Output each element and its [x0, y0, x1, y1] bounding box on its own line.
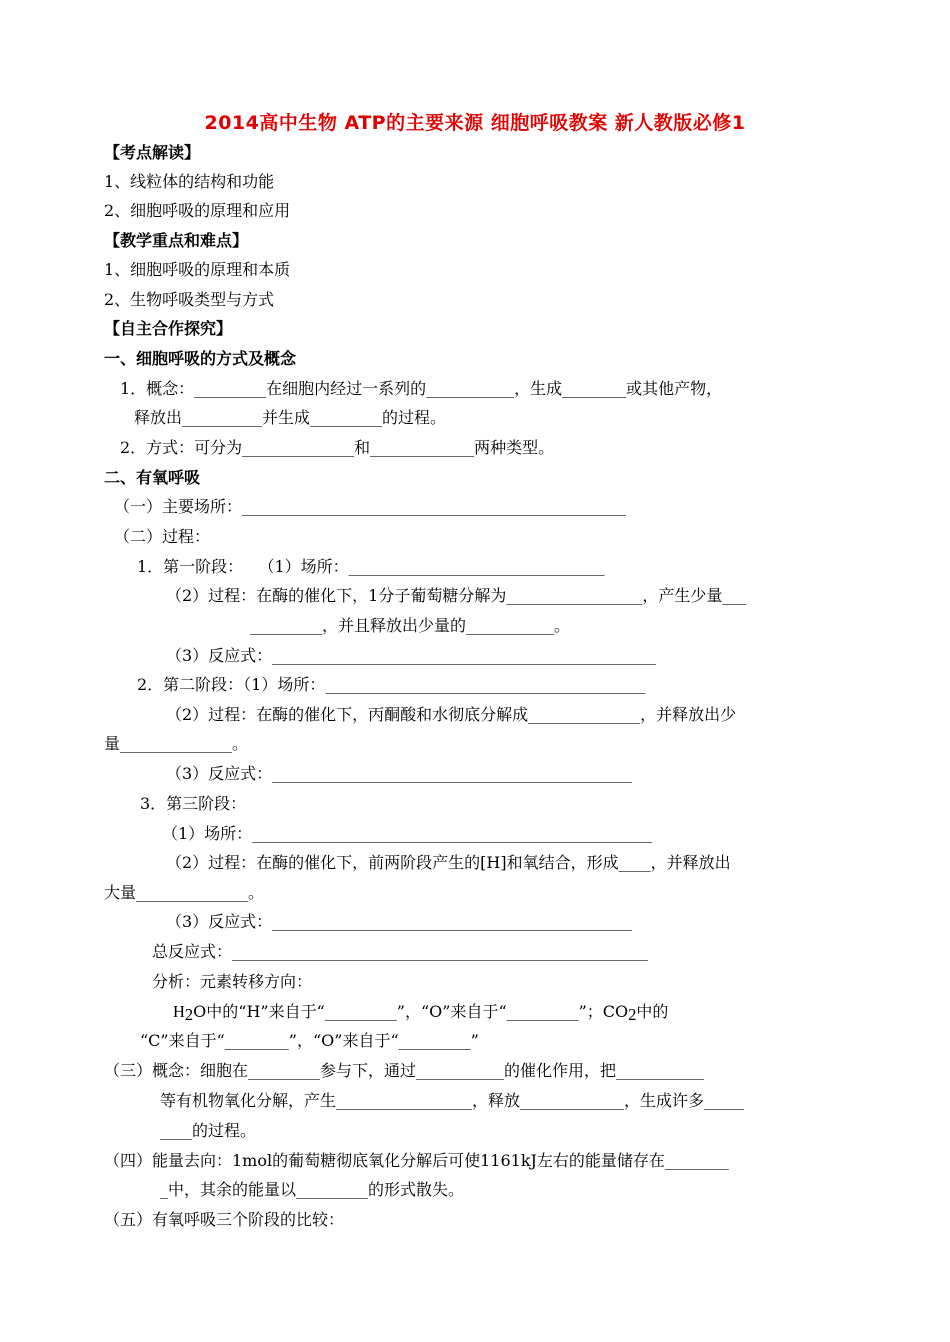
formula-h: H [173, 1002, 185, 1021]
main-site-line: （一）主要场所：________________________________________________ [114, 497, 627, 516]
analysis-line-1-text: O中的“H”来自于“_________”，“O”来自于“_________”；CO [193, 1002, 629, 1021]
section-heading-kaodian: 【考点解读】 [104, 143, 201, 162]
stage-2-equation: （3）反应式：_____________________________________________ [166, 764, 633, 783]
total-equation: 总反应式：____________________________________________________ [152, 942, 649, 961]
section-heading-zhongdian: 【教学重点和难点】 [104, 231, 249, 250]
document-title: 2014高中生物 ATP的主要来源 细胞呼吸教案 新人教版必修1 [204, 112, 746, 134]
section-heading-zizhu: 【自主合作探究】 [104, 319, 233, 338]
zhongdian-item-2: 2、生物呼吸类型与方式 [104, 290, 275, 309]
stage-1-equation: （3）反应式：________________________________________________ [166, 646, 657, 665]
stage-3-process-line-1: （2）过程：在酶的催化下，前两阶段产生的[H]和氧结合，形成____，并释放出 [166, 853, 731, 872]
stage-1-process-line-2: _________，并且释放出少量的___________。 [250, 616, 571, 635]
analysis-line-1 [173, 1001, 668, 1023]
energy-line-2: _中，其余的能量以_________的形式散失。 [160, 1180, 465, 1199]
analysis-line-1-tail: 中的 [636, 1002, 669, 1021]
concept-3-line-2: 等有机物氧化分解，产生_________________，释放_____________，生成许多_____ [160, 1091, 745, 1110]
stage-2-site: 2．第二阶段：（1）场所：________________________________________ [137, 675, 646, 694]
zhongdian-item-1: 1、细胞呼吸的原理和本质 [104, 260, 291, 279]
stage-3-process-line-2: 大量______________。 [104, 883, 265, 902]
kaodian-item-1: 1、线粒体的结构和功能 [104, 172, 275, 191]
formula-h2o-subscript: 2 [184, 1005, 194, 1024]
stage-3-site: （1）场所：__________________________________________________ [162, 824, 653, 843]
formula-co2-subscript: 2 [628, 1005, 637, 1024]
analysis-heading: 分析：元素转移方向： [152, 972, 313, 991]
stage-3-heading: 3．第三阶段： [140, 794, 247, 813]
stage-2-process-line-1: （2）过程：在酶的催化下，丙酮酸和水彻底分解成______________，并释放出少 [166, 705, 737, 724]
concept-line-1: 1．概念：_________在细胞内经过一系列的___________，生成________或其他产物， [120, 379, 723, 398]
analysis-line-2: “C”来自于“________”，“O”来自于“_________” [140, 1031, 479, 1050]
stage-1-process-line-1: （2）过程：在酶的催化下，1分子葡萄糖分解为_________________，产生少量___ [166, 586, 747, 605]
subsection-heading-1: 一、细胞呼吸的方式及概念 [104, 349, 297, 368]
concept-3-line-3: ____的过程。 [160, 1121, 257, 1140]
stage-2-process-line-2: 量______________。 [104, 734, 249, 753]
energy-line-1: （四）能量去向：1mol的葡萄糖彻底氧化分解后可使1161kJ左右的能量储存在________ [104, 1151, 729, 1170]
kaodian-item-2: 2、细胞呼吸的原理和应用 [104, 201, 291, 220]
concept-line-2: 释放出__________并生成_________的过程。 [134, 408, 447, 427]
subsection-heading-2: 二、有氧呼吸 [104, 468, 201, 487]
method-line: 2．方式：可分为______________和_____________两种类型。 [120, 438, 555, 457]
concept-3-line-1: （三）概念：细胞在_________参与下，通过___________的催化作用，把___________ [104, 1061, 705, 1080]
process-heading: （二）过程： [114, 527, 211, 546]
comparison-heading: （五）有氧呼吸三个阶段的比较： [104, 1210, 345, 1229]
stage-1-site: 1．第一阶段： （1）场所：________________________________ [137, 557, 605, 576]
stage-3-equation: （3）反应式：_____________________________________________ [166, 912, 633, 931]
